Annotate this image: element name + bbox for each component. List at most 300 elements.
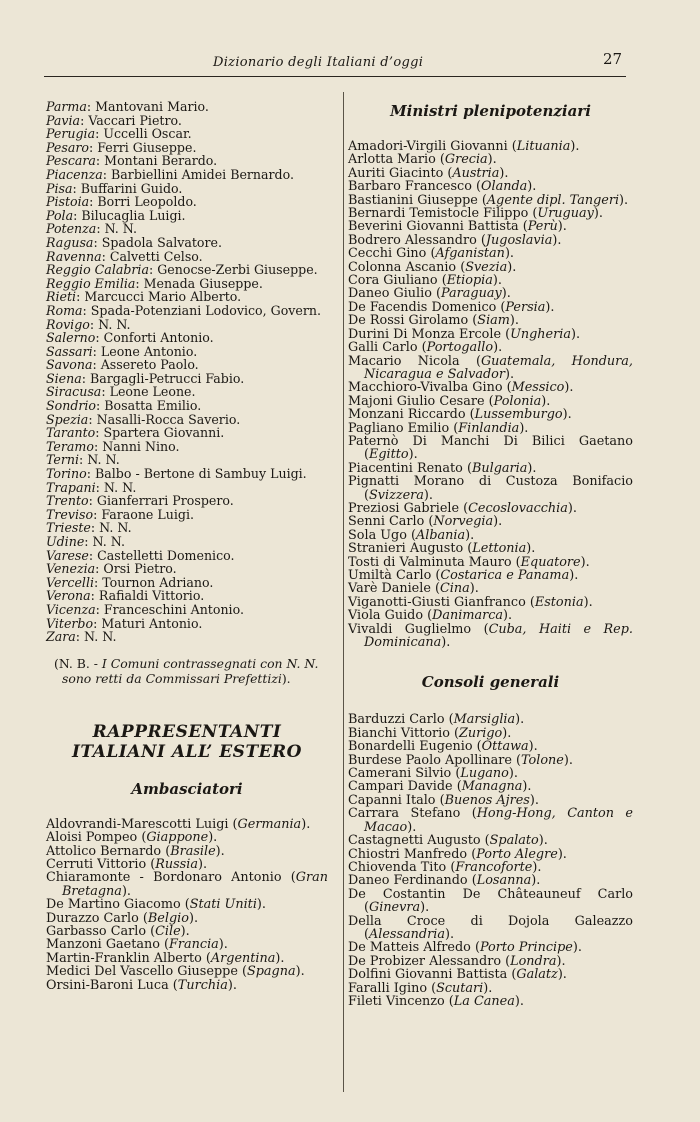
prefetto-place: Udine [46,534,85,549]
ambasciatore-entry-name: De Martino Giacomo [46,897,181,913]
console-entry [348,848,633,861]
prefetto-colon: : [95,153,105,169]
prefetto-place: Vicenza [46,601,96,617]
prefetto-colon: : [81,370,90,386]
ambasciatore-entry-paren: ( [237,964,247,980]
ambasciatore-entry [46,858,328,871]
ambasciatore-entry-paren: ( [201,950,211,966]
ambasciatore-entry [46,845,328,858]
ministro-entry [348,435,633,462]
console-entry-paren: ). [532,859,542,875]
prefetto-place: Venezia [46,561,96,577]
ministro-entry [348,462,633,475]
ministro-entry-name: Colonna Ascanio [348,259,457,275]
console-entry-paren: ). [407,819,417,835]
ministro-entry-paren: ). [552,232,562,248]
ministro-entry-paren: ). [509,313,519,329]
console-entry [348,982,633,995]
prefetto-entry [46,277,328,291]
ambasciatore-entry-paren: ). [180,924,190,939]
console-entry-paren: ( [449,725,460,741]
prefetto-colon: : [82,302,91,318]
ministro-entry-paren: ). [493,514,503,530]
console-entry-paren: ( [472,739,482,755]
ministro-entry-name: Vivaldi Guglielmo [348,621,472,637]
ministro-entry-name: Durini Di Monza Ercole [348,326,502,342]
ministro-entry [348,167,633,180]
ministro-entry-paren: ( [528,206,538,222]
ministro-entry [348,194,633,207]
console-entry [348,995,633,1008]
ambasciatore-entry-post: Francia [169,937,219,953]
ambasciatore-entry-paren: ( [159,937,170,953]
prefetto-colon: : [84,534,93,549]
ministro-entry [348,328,633,341]
prefetto-place: Terni [46,452,80,468]
ministro-entry-name: Beverini Giovanni Battista [348,219,519,235]
ministro-entry-post: Equatore [520,554,581,570]
header-rule [44,76,626,77]
ministro-entry-paren: ). [527,179,537,195]
console-entry-paren: ). [522,779,532,795]
ambasciatore-entry-paren: ). [227,977,237,993]
ministri-list [348,140,633,649]
console-entry [348,874,633,887]
console-entry-name: Camerani Silvio [348,766,452,782]
console-entry-paren: ). [528,739,538,755]
prefetto-colon: : [93,234,102,250]
prefetto-name: Nasalli-Rocca Saverio. [96,411,241,427]
console-entry-post: Alessandria [369,926,445,942]
ambasciatore-entry-post: Russia [155,856,198,872]
ministro-entry-post: Austria [452,165,500,181]
ambasciatore-entry [46,818,328,831]
ministro-entry-post: Messico [511,380,565,396]
ministro-entry-paren: ). [619,192,629,208]
prefetto-colon: : [95,561,104,577]
console-entry-post: Marsiglia [453,712,516,728]
console-entry-post: Managna [461,779,523,795]
ministro-entry-paren: ( [431,286,441,302]
prefetto-colon: : [93,615,102,631]
ministro-entry-name: Pignatti Morano di Custoza Bonifacio [348,474,633,490]
prefetto-entry [46,154,328,168]
prefetto-colon: : [94,574,103,590]
ministro-entry-paren: ( [463,541,473,557]
prefetto-place: Rieti [46,289,77,305]
ministro-entry-paren: ). [519,420,529,436]
prefetto-place: Torino [46,466,87,482]
prefetto-name: N. N. [104,221,138,237]
ministro-entry-post: Guatemala, Hondura, Nicaragua e Salvador [364,353,633,382]
prefetto-entry [46,182,328,196]
prefetto-place: Siracusa [46,384,102,400]
ministro-entry-paren: ( [501,326,511,342]
ministro-entry [348,207,633,220]
ministro-entry-paren: ( [459,353,481,369]
prefetto-entry [46,209,328,223]
console-entry-paren: ( [470,940,480,956]
console-entry-paren: ). [444,926,455,942]
ministro-entry-paren: ). [501,286,511,302]
ambasciatore-entry-paren: ( [161,843,171,859]
ministro-entry [348,180,633,193]
ministro-entry [348,623,633,650]
prefetto-entry [46,358,328,372]
ambasciatore-entry [46,965,328,978]
prefetto-name: Leone Antonio. [100,343,198,359]
ministro-entry-post: Estonia [534,594,584,610]
prefetto-entry [46,576,328,590]
ministro-entry-post: Cuba, Haiti e Rep. Dominicana [364,621,633,651]
ministro-entry [348,515,633,528]
ministro-entry-name: Pagliano Emilio [348,420,450,436]
prefetti-list [46,100,328,644]
console-entry-paren: ( [460,806,477,822]
console-entry [348,780,633,793]
console-entry-name: Della Croce di Dojola Galeazzo [348,913,633,929]
ambasciatore-entry-name: Aloisi Pompeo [46,830,138,846]
ambasciatore-entry-paren: ( [137,830,147,846]
prefetto-place: Teramo [46,438,94,454]
prefetto-colon: : [75,629,85,645]
ambasciatore-entry-name: Garbasso Carlo [46,924,147,939]
ministro-entry-post: Cecoslovacchia [468,500,568,516]
prefetto-colon: : [102,166,112,182]
ambasciatore-entry-name: Durazzo Carlo [46,910,139,926]
prefetto-colon: : [95,479,104,495]
ambasciatore-entry [46,938,328,951]
ministro-entry-post: Paraguay [441,286,502,302]
console-entry-post: Francoforte [455,859,533,875]
consoli-list [348,713,633,1008]
prefetto-name: Menada Giuseppe. [143,275,263,291]
ministro-entry-paren: ). [487,152,497,168]
ministro-entry-name: Majoni Giulio Cesare [348,393,485,409]
right-column [348,102,633,1008]
console-entry-paren: ( [444,993,454,1009]
ministro-entry [348,569,633,582]
ministro-entry-paren: ). [583,594,593,610]
prefetto-colon: : [86,466,95,482]
ambasciatore-entry-name: Orsini-Baroni Luca [46,977,169,993]
prefetto-name: N. N. [98,316,131,332]
ministro-entry-paren: ). [545,299,555,315]
ministro-entry-name: Galli Carlo [348,340,418,356]
console-entry-paren: ( [467,873,477,889]
ministro-entry-paren: ( [525,594,535,610]
prefetto-name: N. N. [99,520,132,536]
prefetto-place: Rovigo [46,316,90,332]
ministro-entry-paren: ). [569,568,579,583]
ambasciatore-entry-paren: ). [188,910,199,926]
console-entry-name: Bonardelli Eugenio [348,739,473,755]
ministro-entry [348,381,633,394]
console-entry-post: Galatz [516,967,558,983]
ministro-entry-paren: ). [408,447,418,463]
prefetto-place: Ragusa [46,234,94,250]
ministro-entry-paren: ( [406,527,417,543]
prefetto-colon: : [96,398,105,414]
prefetto-name: Assereto Paolo. [100,357,199,373]
ministro-entry-paren: ( [423,608,433,624]
console-entry [348,727,633,740]
prefetto-entry [46,521,328,535]
prefetto-place: Ravenna [46,248,102,264]
console-entry-paren: ). [483,980,493,996]
prefetto-colon: : [88,411,97,427]
prefetto-colon: : [90,520,100,536]
prefetto-name: Spadola Salvatore. [101,234,222,250]
ministro-entry-post: Albania [416,527,466,543]
prefetto-name: Faraone Luigi. [101,506,194,522]
ministro-entry [348,247,633,260]
console-entry-name: Bianchi Vittorio [348,725,450,741]
prefetto-entry [46,508,328,522]
prefetto-entry [46,385,328,399]
prefetto-name: Ferri Giuseppe. [97,139,197,155]
console-entry-post: Scutari [436,980,484,996]
ambasciatore-entry-paren: ). [256,897,266,913]
console-entry-post: Spalato [489,833,539,849]
prefetto-entry [46,467,328,481]
prefetto-place: Verona [46,588,91,604]
prefetto-place: Sondrio [46,398,97,414]
ministro-entry-paren: ( [462,460,472,476]
ambasciatore-entry-name: Chiaramonte - Bordonaro Antonio [46,870,282,886]
prefetto-name: Castelletti Domenico. [97,547,235,563]
prefetto-name: Borri Leopoldo. [97,194,197,210]
ministro-entry-paren: ). [507,259,517,275]
console-entry-name: Fileti Vincenzo [348,993,445,1009]
prefetto-name: Barbiellini Amidei Bernardo. [111,166,294,182]
ministro-entry-paren: ( [511,554,521,570]
ambasciatore-entry-name: Aldovrandi-Marescotti Luigi [46,816,229,832]
console-entry-paren: ). [556,953,566,969]
ministro-entry-post: Svizzera [369,487,424,503]
prefetto-name: Bosatta Emilio. [104,398,202,414]
ministro-entry-name: Sola Ugo [348,527,407,543]
ministro-entry-paren: ( [484,393,494,409]
prefetto-place: Roma [46,302,83,318]
prefetto-colon: : [90,588,99,604]
ambasciatore-entry-post: Gran Bretagna [62,870,329,899]
prefetto-colon: : [76,289,85,305]
ambasciatore-entry-paren: ( [146,856,156,872]
prefetto-name: Franceschini Antonio. [103,601,244,617]
ministro-entry [348,475,633,502]
ministro-entry-paren: ( [449,420,459,436]
prefetto-place: Pesaro [46,139,89,155]
prefetto-colon: : [95,425,104,441]
ambasciatore-entry [46,925,328,938]
console-entry-paren: ). [572,940,582,956]
ambasciatori-list [46,818,328,992]
ministro-entry-post: Norvegia [433,514,494,530]
prefetto-name: Vaccari Pietro. [88,112,182,128]
ministro-entry-paren: ( [435,152,445,168]
prefetto-entry [46,127,328,141]
console-entry-name: Daneo Ferdinando [348,873,468,889]
ministro-entry [348,556,633,569]
prefetto-entry [46,481,328,495]
console-entry [348,941,633,954]
console-entry-post: Zurigo [459,725,503,741]
ministro-entry [348,529,633,542]
note-open: (N. B. - [54,655,102,671]
ambasciatore-entry-paren: ( [180,897,190,913]
prefetto-name: N. N. [84,629,117,645]
ministro-entry [348,140,633,153]
ambasciatore-entry-post: Giappone [146,830,209,846]
prefetto-place: Treviso [46,506,94,522]
prefetto-place: Sassari [46,343,93,359]
prefetto-entry [46,453,328,467]
prefetto-entry [46,494,328,508]
ministro-entry-paren: ( [507,139,517,154]
prefetto-colon: : [72,180,81,196]
console-entry [348,767,633,780]
prefetto-name: Calvetti Celso. [109,248,203,264]
ambasciatore-entry [46,979,328,992]
prefetto-place: Pisa [46,180,73,196]
prefetto-entry [46,630,328,644]
ministro-entry-paren: ). [492,273,502,289]
ambasciatore-entry [46,871,328,898]
ministro-entry-paren: ( [476,232,486,248]
console-entry-post: Hong-Hong, Canton e Macao [364,806,634,835]
console-entry-paren: ). [502,725,512,741]
ambasciatore-entry [46,912,328,925]
ministro-entry-name: Varè Daniele [348,581,431,597]
ministro-entry-paren: ). [423,487,433,503]
ministro-entry-post: Persia [505,299,546,315]
ambasciatore-entry-paren: ). [295,964,305,980]
ministro-entry-post: Egitto [369,447,409,463]
ministro-entry-paren: ( [459,500,469,516]
console-entry-paren: ( [364,926,369,942]
ministro-entry-paren: ( [518,219,528,235]
ministro-entry-name: Cecchi Gino [348,246,427,262]
ambasciatore-entry-name: Manzoni Gaetano [46,937,160,953]
console-entry [348,861,633,874]
prefetto-colon: : [73,207,82,223]
note-close: ). [281,670,291,686]
ministro-entry-name: Auriti Giacinto [348,165,444,181]
prefetto-place: Piacenza [46,166,103,182]
ambasciatore-entry-post: Belgio [147,910,189,926]
ministro-entry-paren: ). [580,554,590,570]
prefetto-entry [46,549,328,563]
console-entry-post: Ottawa [481,739,529,755]
prefetto-place: Reggio Calabria [46,262,149,278]
ministro-entry-paren: ). [564,380,574,396]
ambasciatore-entry-paren: ). [215,843,225,859]
consoli-title: Consoli generali [421,673,560,692]
ministro-entry-post: Grecia [444,152,488,168]
console-entry-paren: ( [511,752,522,768]
ministro-entry [348,395,633,408]
ministro-entry [348,341,633,354]
console-entry [348,754,633,767]
ministro-entry-post: Agente dipl. Tangeri [486,192,620,208]
ambasciatore-entry-post: Cile [155,924,181,939]
console-entry-name: Burdese Paolo Apollinare [348,752,512,768]
prefetto-place: Viterbo [46,615,94,631]
console-entry-name: Faralli Igino [348,980,428,996]
prefetto-entry [46,114,328,128]
left-column [46,100,328,992]
console-entry-post: Buenos Ajres [444,792,530,808]
prefetto-entry [46,426,328,440]
prefetto-name: Leone Leone. [109,384,196,400]
prefetto-name: Rafialdi Vittorio. [98,588,205,604]
prefetto-entry [46,195,328,209]
prefetto-name: Mantovani Mario. [95,99,209,114]
ambasciatore-entry [46,952,328,965]
ambasciatore-entry-name: Attolico Bernardo [46,843,162,859]
console-entry-paren: ( [444,712,454,728]
console-entry-paren: ( [446,859,456,875]
prefetto-colon: : [95,601,104,617]
ambasciatore-entry-paren: ). [218,937,228,953]
ambasciatore-entry-paren: ). [121,883,131,899]
ministro-entry [348,408,633,421]
ministro-entry-name: Bernardi Temistocle Filippo [348,206,529,222]
console-entry [348,794,633,807]
note [46,656,328,686]
ministro-entry-paren: ( [431,568,441,583]
console-entry [348,955,633,968]
ministro-entry-paren: ). [441,635,451,651]
prefetto-entry [46,440,328,454]
console-entry-name: Barduzzi Carlo [348,712,445,728]
prefetto-colon: : [92,357,101,373]
ministro-entry-name: Arlotta Mario [348,152,436,168]
prefetto-entry [46,603,328,617]
console-entry-paren: ). [557,846,567,862]
ambasciatore-entry-paren: ( [146,924,156,939]
console-entry-paren: ( [501,953,511,969]
ministro-entry-paren: ( [468,313,478,329]
prefetto-entry [46,236,328,250]
ambasciatore-entry-post: Brasile [170,843,216,859]
ministro-entry-post: Olanda [480,179,528,195]
ministro-entry-post: Lituania [516,139,571,154]
prefetto-place: Perugia [46,126,96,142]
ministro-entry-paren: ( [430,581,440,597]
console-entry-post: Losanna [476,873,532,889]
ministro-entry-paren: ). [465,527,475,543]
prefetto-place: Potenza [46,221,97,237]
ministro-entry-paren: ( [502,380,512,396]
prefetto-entry [46,100,328,114]
console-entry-name: Dolfini Giovanni Battista [348,967,508,983]
ministro-entry-paren: ( [437,273,447,289]
console-entry-paren: ( [467,846,477,862]
prefetto-entry [46,304,328,318]
prefetto-place: Taranto [46,425,96,441]
prefetto-name: Spartera Giovanni. [103,425,225,441]
prefetto-colon: : [89,194,98,210]
prefetto-colon: : [86,99,96,114]
prefetto-entry [46,399,328,413]
ministro-entry-paren: ). [469,581,479,597]
prefetto-place: Pavia [46,112,81,128]
ministro-entry-paren: ( [424,514,434,530]
prefetto-entry [46,141,328,155]
ministro-entry-paren: ). [567,500,577,516]
